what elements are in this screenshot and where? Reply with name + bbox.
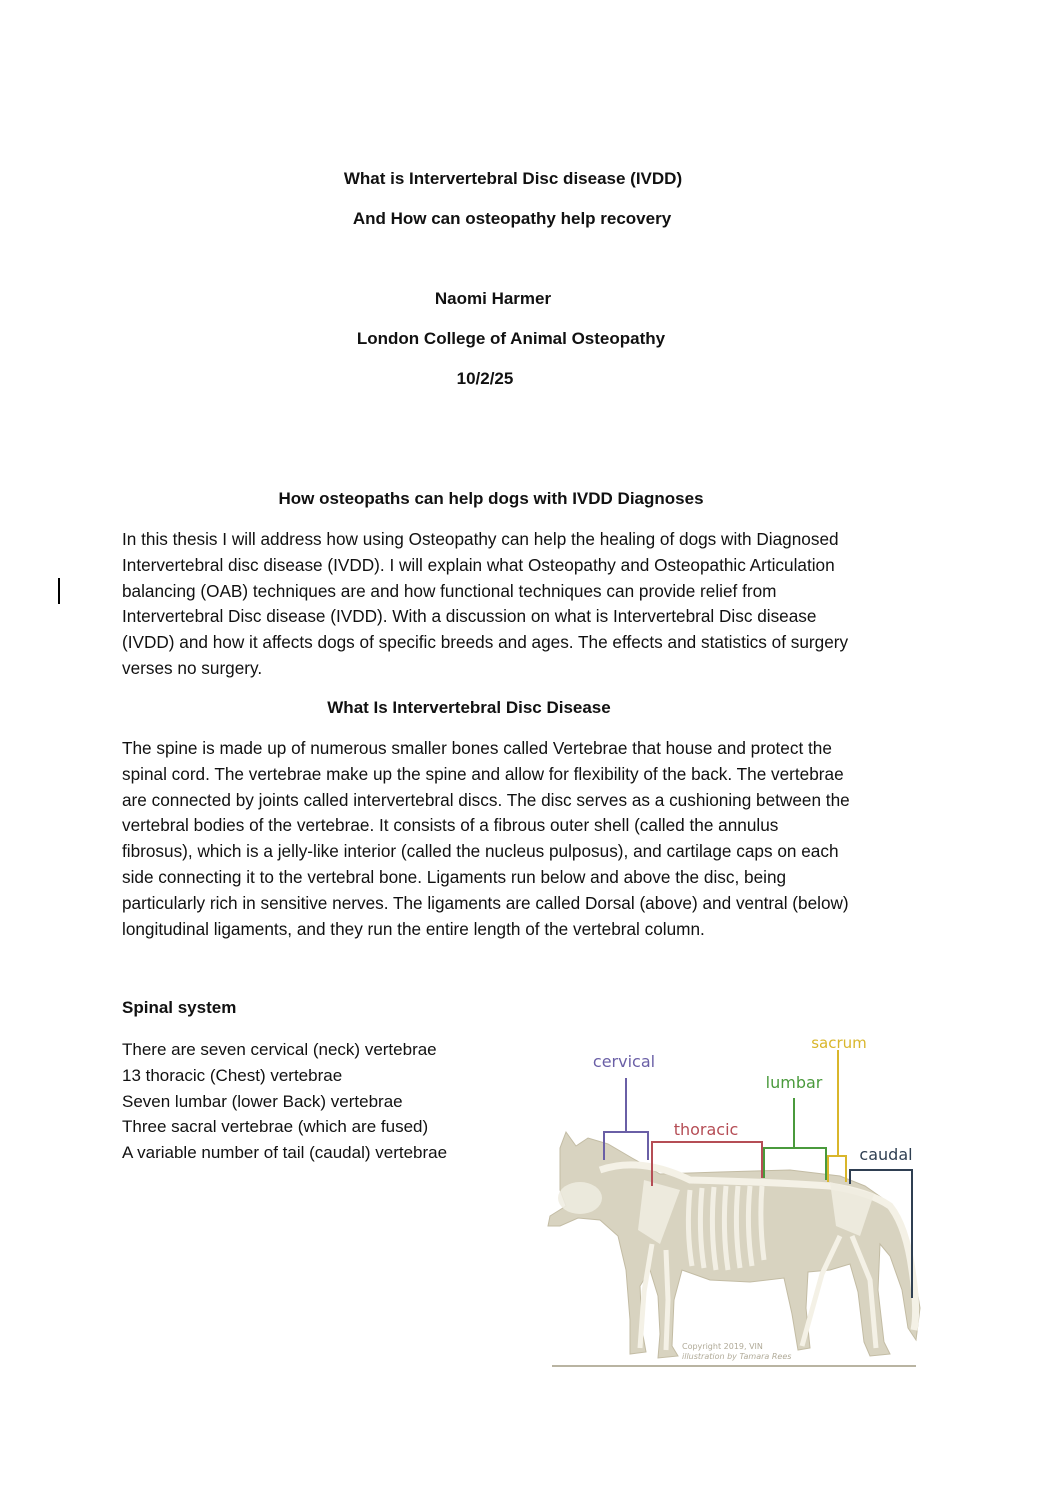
section1-line: verses no surgery. bbox=[122, 657, 263, 678]
figure-illustrator-credit: illustration by Tamara Rees bbox=[682, 1352, 792, 1361]
section1-paragraph bbox=[122, 527, 934, 682]
section2-line: The spine is made up of numerous smaller bones called Vertebrae that house and protect the bbox=[122, 738, 832, 758]
label-sacrum: sacrum bbox=[811, 1034, 867, 1052]
list-item: Seven lumbar (lower Back) vertebrae bbox=[122, 1091, 403, 1111]
text-cursor bbox=[58, 578, 60, 604]
section2-line: longitudinal ligaments, and they run the entire length of the vertebral column. bbox=[122, 918, 705, 939]
section1-line: In this thesis I will address how using Osteopathy can help the healing of dogs with Diagnosed bbox=[122, 529, 839, 549]
list-item: There are seven cervical (neck) vertebrae bbox=[122, 1040, 437, 1059]
label-caudal: caudal bbox=[859, 1145, 913, 1164]
label-lumbar: lumbar bbox=[765, 1073, 823, 1092]
section2-line: fibrosus), which is a jelly-like interior (called the nucleus pulposus), and cartilage caps on each bbox=[122, 841, 839, 862]
section2-line: spinal cord. The vertebrae make up the spine and allow for flexibility of the back. The vertebrae bbox=[122, 763, 844, 784]
doc-date: 10/2/25 bbox=[456, 369, 514, 388]
spinal-system-list bbox=[122, 1037, 447, 1166]
dog-silhouette-icon bbox=[548, 1132, 920, 1358]
lumbar-bracket bbox=[764, 1098, 826, 1180]
dog-skeleton-figure bbox=[540, 1030, 930, 1375]
section1-line: Intervertebral disc disease (IVDD). I will explain what Osteopathy and Osteopathic Articulation bbox=[122, 554, 835, 575]
label-cervical: cervical bbox=[592, 1052, 656, 1071]
doc-title-line2: And How can osteopathy help recovery bbox=[352, 209, 672, 228]
author-institution: London College of Animal Osteopathy bbox=[356, 329, 666, 348]
section1-line: balancing (OAB) techniques are and how functional techniques can provide relief from bbox=[122, 580, 777, 601]
section2-line: side connecting it to the vertebral bone. Ligaments run below and above the disc, being bbox=[122, 866, 787, 887]
list-item: Three sacral vertebrae (which are fused) bbox=[122, 1117, 429, 1137]
section2-line: vertebral bodies of the vertebrae. It consists of a fibrous outer shell (called the annulus bbox=[122, 815, 779, 836]
sacrum-bracket bbox=[828, 1050, 846, 1182]
section2-paragraph bbox=[122, 736, 934, 942]
section1-heading: How osteopaths can help dogs with IVDD Diagnoses bbox=[278, 489, 704, 508]
section2-heading: What Is Intervertebral Disc Disease bbox=[327, 698, 611, 717]
list-item: 13 thoracic (Chest) vertebrae bbox=[122, 1065, 343, 1085]
section2-line: particularly rich in sensitive nerves. The ligaments are called Dorsal (above) and ventral (below) bbox=[122, 892, 849, 913]
section1-line: (IVDD) and how it affects dogs of specific breeds and ages. The effects and statistics of surgery bbox=[122, 632, 849, 653]
author-name: Naomi Harmer bbox=[434, 289, 552, 308]
section2-line: are connected by joints called intervertebral discs. The disc serves as a cushioning between the bbox=[122, 789, 850, 810]
figure-copyright: Copyright 2019, VIN bbox=[682, 1342, 763, 1351]
section3-heading: Spinal system bbox=[122, 998, 237, 1017]
section1-line: Intervertebral Disc disease (IVDD). With a discussion on what is Intervertebral Disc disease bbox=[122, 606, 817, 627]
label-thoracic: thoracic bbox=[673, 1120, 739, 1139]
doc-title-line1: What is Intervertebral Disc disease (IVDD) bbox=[343, 169, 683, 188]
list-item: A variable number of tail (caudal) vertebrae bbox=[122, 1143, 448, 1163]
